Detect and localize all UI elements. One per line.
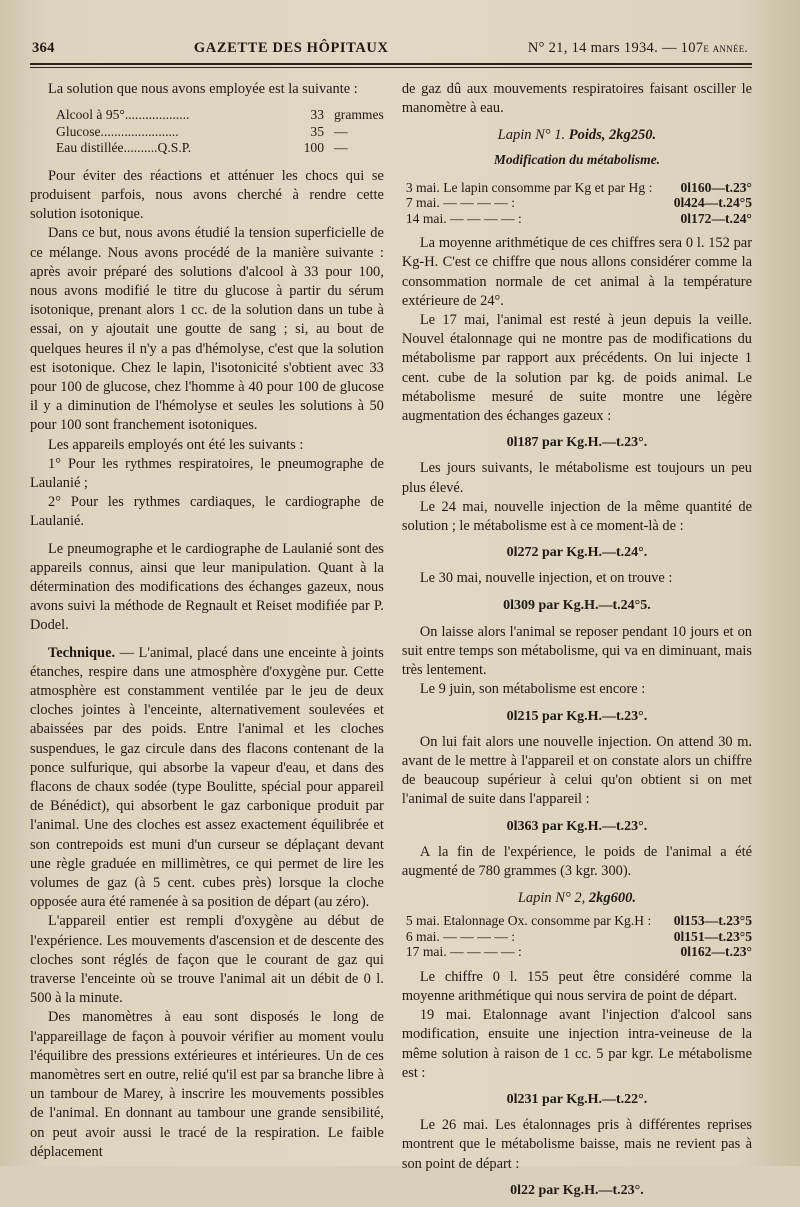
paragraph: Le pneumographe et le cardiographe de Laulanié sont des appareils connus, ainsi que leur manipulation. Quant à la détermination des modifications des échanges gazeux, nous avons suivi la méthode de Regnault et Reiset modifiée par P. Dodel. <box>30 540 384 634</box>
running-header <box>30 40 752 57</box>
formula-amount: 100 <box>303 140 324 156</box>
paragraph: Le 26 mai. Les étalonnages pris à différentes reprises montrent que le métabolisme baisse, mais ne revient pas à son point de départ : <box>401 1117 752 1172</box>
paragraph: Dans ce but, nous avons étudié la tension superficielle de ce mélange. Nous avons procédé de la manière suivante : après avoir préparé des solutions d'alcool à 33 pour 100, nous avons modifié le titre du glucose à partir du sérum isotonique, prenant alors 1 cc. de la solution dans un tube à essai, on y ajoutait une goutte de sang ; si, au bout de quelques heures il n'y a pas d'hémolyse, c'est que la solution est isotonique. Chez le lapin, l'isotonicité s'obtient avec 33 pour 100 de glucose, chez l'homme à 40 pour 100 de glucose il y a diminution de l'hémolyse et seules les solutions à 50 pour 100 sont franchement isotoniques. <box>30 225 384 434</box>
measurement-date: 3 mai. Le lapin consomme par Kg et par Hg : <box>405 179 653 195</box>
measurement-date: 6 mai. — — — — : <box>405 928 515 944</box>
measurement-value: 0l151—t.23°5 <box>673 928 752 944</box>
paragraph: Le chiffre 0 l. 155 peut être considéré comme la moyenne arithmétique qui nous servira de point de départ. <box>401 968 752 1004</box>
issue-info <box>528 40 748 57</box>
measurement-table <box>406 180 752 227</box>
paragraph: A la fin de l'expérience, le poids de l'animal a été augmenté de 780 grammes (3 kgr. 300). <box>401 843 752 879</box>
experiment-label: Lapin N° 1. <box>497 127 569 144</box>
paragraph: 19 mai. Etalonnage avant l'injection d'alcool sans modification, ensuite une injection intra-veineuse de la même solution à raison de 1 cc. 5 par kgr. Le métabolisme est : <box>401 1007 752 1081</box>
formula-label: Eau distillée..........Q.S.P. <box>56 140 192 156</box>
right-column <box>402 80 752 1207</box>
measurement-date: 17 mai. — — — — : <box>405 944 522 960</box>
measurement-table <box>406 913 752 960</box>
formula-unit: grammes <box>334 107 384 123</box>
formula-row <box>56 107 384 124</box>
paragraph: On laisse alors l'animal se reposer pendant 10 jours et on suit entre temps son métabolisme, qui va en diminuant, mais très lentement. <box>401 623 752 679</box>
paragraph: de gaz dû aux mouvements respiratoires faisant osciller le manomètre à eau. <box>401 81 752 117</box>
text-columns <box>30 80 752 1207</box>
paragraph: Les jours suivants, le métabolisme est toujours un peu plus élevé. <box>401 460 752 496</box>
header-rule-thin <box>30 67 752 68</box>
paragraph: 2° Pour les rythmes cardiaques, le cardiographe de Laulanié. <box>30 494 384 530</box>
measurement-date: 7 mai. — — — — : <box>405 195 515 211</box>
paragraph: On lui fait alors une nouvelle injection. On attend 30 m. avant de le mettre à l'appareil et on constate alors un chiffre de beaucoup supérieur à celui qu'on obtient si on met l'animal de suite dans l'appareil : <box>401 733 752 808</box>
formula-amount: 33 <box>310 107 324 123</box>
measurement-date: 14 mai. — — — — : <box>405 210 522 226</box>
experiment-title <box>402 889 752 907</box>
paragraph: La solution que nous avons employée est la suivante : <box>48 81 358 97</box>
technique-text: — L'animal, placé dans une enceinte à joints étanches, respire dans une atmosphère d'oxygène pur. Cette atmosphère est constamment ventilée par le jeu de deux cloches jointes à l'enceinte, alternativement soulevées et abaissées par des poids. Entre l'animal et les cloches suspendues, le gaz circule dans des flacons contenant de la ponce sulfurique, qui absorbe la vapeur d'eau, et dans des flacons de chaux sodée (type Boulitte, spécial pour appareil de Bénédict), qui absorbent le gaz carbonique produit par l'animal. Une des cloches est assez exactement équilibrée et son contrepoids est muni d'un curseur se déplaçant devant une règle graduée en millimètres, ce qui permet de lire les volumes de gaz (à 5 cent. cubes près) lorsque la cloche opposée aura été ramenée à sa position de départ (au zéro). <box>30 644 384 911</box>
measurement-value: 0l160—t.23° <box>680 179 752 195</box>
measurement-row <box>406 180 752 196</box>
measurement-row <box>406 913 752 929</box>
experiment-title <box>402 126 752 144</box>
measurement-value: 0l424—t.24°5 <box>673 195 752 211</box>
header-rule <box>30 63 752 65</box>
paragraph: Pour éviter des réactions et atténuer les chocs qui se produisent parfois, nous avons cherché à rendre cette solution isotonique. <box>30 167 384 223</box>
left-column <box>30 80 384 1207</box>
experiment-subtitle: Modification du métabolisme. <box>493 152 660 168</box>
measurement-value: 0l153—t.23°5 <box>673 913 752 929</box>
issue-year-label: e année. <box>703 41 748 55</box>
paragraph: L'appareil entier est rempli d'oxygène au début de l'expérience. Les mouvements d'ascension et de descente des cloches sont réglés de façon que le courant de gaz qui traverse l'enceinte où se trouve l'animal ait un débit de 0 l. 500 à la minute. <box>30 913 384 1007</box>
formula-row <box>56 140 384 157</box>
measurement-value: 0l172—t.24° <box>680 210 752 226</box>
formula-unit: — <box>334 123 348 139</box>
paragraph: 1° Pour les rythmes respiratoires, le pneumographe de Laulanié ; <box>30 455 384 491</box>
formula-row <box>56 124 384 141</box>
measurement-row <box>406 195 752 211</box>
paragraph: Le 24 mai, nouvelle injection de la même quantité de solution ; le métabolisme est à ce moment-là de : <box>401 498 752 534</box>
measurement-value: 0l162—t.23° <box>680 944 752 960</box>
paragraph: Le 30 mai, nouvelle injection, et on trouve : <box>419 570 673 587</box>
journal-title: GAZETTE DES HÔPITAUX <box>193 40 389 56</box>
metabolism-value: 0l187 par Kg.H.—t.23°. <box>506 435 648 451</box>
formula-label: Alcool à 95°................... <box>56 107 190 123</box>
metabolism-value: 0l22 par Kg.H.—t.23°. <box>510 1182 644 1198</box>
experiment-label: Lapin N° 2, <box>517 890 589 907</box>
metabolism-value: 0l309 par Kg.H.—t.24°5. <box>503 597 651 613</box>
paragraph: Des manomètres à eau sont disposés le long de l'appareillage de façon à pouvoir vérifier au moment voulu l'équilibre des pressions extérieures et intérieures. Un de ces manomètres sert en outre, relié qu'il est par sa branche libre à un tambour de Marey, à inscrire les mouvements possibles de l'animal. En donnant au tambour une grande sensibilité, on peut avoir aussi le tracé de la respiration. Le faible déplacement <box>30 1009 384 1160</box>
paragraph: Le 9 juin, son métabolisme est encore : <box>419 681 646 698</box>
formula-label: Glucose....................... <box>56 123 179 139</box>
technique-heading: Technique. <box>48 644 116 661</box>
paragraph: Le 17 mai, l'animal est resté à jeun depuis la veille. Nouvel étalonnage qui ne montre pas de modifications du métabolisme par rapport aux précédents. On lui injecte 1 cent. cube de la solution par kg. de poids animal. Le métabolisme mesuré de suite montre une légère augmentation des échanges gazeux : <box>401 311 752 424</box>
measurement-row <box>406 211 752 227</box>
measurement-row <box>406 929 752 945</box>
experiment-weight: Poids, 2kg250. <box>568 127 657 144</box>
experiment-weight: 2kg600. <box>588 890 637 907</box>
measurement-row <box>406 944 752 960</box>
measurement-date: 5 mai. Etalonnage Ox. consomme par Kg.H : <box>405 913 652 929</box>
formula-unit: — <box>334 140 348 156</box>
metabolism-value: 0l272 par Kg.H.—t.24°. <box>506 545 648 561</box>
solution-formula <box>56 107 384 157</box>
metabolism-value: 0l215 par Kg.H.—t.23°. <box>506 708 648 724</box>
paragraph: La moyenne arithmétique de ces chiffres sera 0 l. 152 par Kg-H. C'est ce chiffre que nous allons considérer comme la consommation normale de cet animal à la température extérieure de 24°. <box>401 235 752 309</box>
metabolism-value: 0l231 par Kg.H.—t.22°. <box>506 1091 648 1107</box>
technique-paragraph <box>30 644 384 913</box>
formula-amount: 35 <box>310 123 324 139</box>
paragraph: Les appareils employés ont été les suivants : <box>48 436 304 453</box>
metabolism-value: 0l363 par Kg.H.—t.23°. <box>506 818 648 834</box>
issue-date: N° 21, 14 mars 1934. — 107 <box>527 40 704 56</box>
page-number: 364 <box>32 40 55 56</box>
